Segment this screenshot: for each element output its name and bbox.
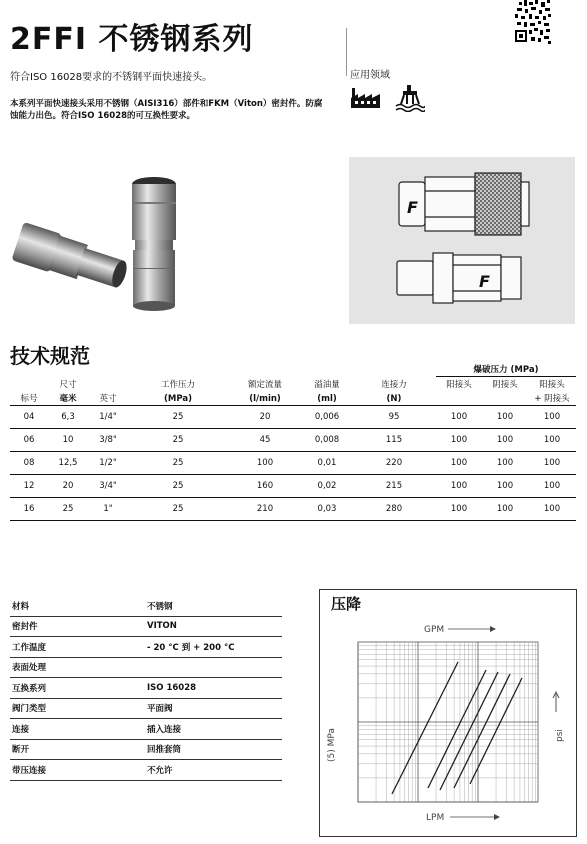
cell-flow: 45 [228,429,302,452]
cell-mm: 10 [48,429,88,452]
property-value [139,657,282,678]
drawing-label-bottom: F [479,272,490,291]
cell-work-pressure: 25 [128,429,228,452]
description: 本系列平面快速接头采用不锈钢（AISI316）部件和FKM（Viton）密封件。防腐蚀能力出色。符合ISO 16028的可互换性要求。 [10,99,323,121]
cell-inch: 3/4" [88,475,128,498]
psi-arrow-icon [553,692,559,712]
qr-code-icon [515,0,551,44]
col-flow-unit: (l/min) [228,391,302,406]
mpa-axis-label: (5) MPa [327,728,337,762]
pressure-drop-curve [454,674,510,788]
property-label: 阀门类型 [10,698,139,719]
burst-pressure-header: 爆破压力 (MPa) [436,362,576,377]
col-male-female-2: + 阴接头 [528,391,576,406]
cell-male-female: 100 [528,452,576,475]
col-flow: 额定流量 [247,380,282,390]
offshore-platform-icon [395,84,425,112]
cell-male: 100 [436,498,482,521]
cell-male-female: 100 [528,429,576,452]
cell-female: 100 [482,406,528,429]
col-connect-force: 连接力 [381,380,407,390]
cell-female: 100 [482,452,528,475]
cell-male-female: 100 [528,475,576,498]
property-row [10,596,282,616]
property-value: - 20 °C 到 + 200 °C [139,637,282,658]
product-photo [6,172,186,322]
cell-oil: 0,02 [302,475,352,498]
property-label: 断开 [10,739,139,760]
property-value: 回推套筒 [139,739,282,760]
technical-drawing [349,157,575,324]
lpm-axis-label: LPM [426,813,445,823]
property-label: 密封件 [10,616,139,637]
page-title: 2FFI 不锈钢系列 [10,22,254,57]
cell-female: 100 [482,429,528,452]
property-row [10,637,282,658]
cell-work-pressure: 25 [128,498,228,521]
psi-axis-label: psi [555,729,565,742]
cell-connect-force: 220 [352,452,436,475]
property-value: 插入连接 [139,719,282,740]
cell-male-female: 100 [528,406,576,429]
cell-oil: 0,006 [302,406,352,429]
col-male: 阳接头 [446,380,472,390]
cell-connect-force: 115 [352,429,436,452]
property-row [10,616,282,637]
col-size: 尺寸 [59,380,77,390]
cell-mm: 20 [48,475,88,498]
properties-table [10,596,282,781]
col-inch: 英寸 [88,391,128,406]
cell-oil: 0,03 [302,498,352,521]
property-row [10,657,282,678]
cell-work-pressure: 25 [128,452,228,475]
cell-male: 100 [436,429,482,452]
col-work-pressure-unit: (MPa) [128,391,228,406]
table-row [10,498,576,521]
application-label: 应用领域 [350,70,390,81]
subtitle: 符合ISO 16028要求的不锈钢平面快速接头。 [10,72,213,83]
cell-inch: 1/2" [88,452,128,475]
col-connect-force-unit: (N) [352,391,436,406]
cell-mark: 08 [10,452,48,475]
property-value: VITON [139,616,282,637]
cell-mark: 16 [10,498,48,521]
cell-male: 100 [436,475,482,498]
property-label: 互换系列 [10,678,139,699]
cell-connect-force: 280 [352,498,436,521]
col-mark: 标号 [10,391,48,406]
cell-female: 100 [482,475,528,498]
pressure-drop-graph [320,612,574,834]
cell-connect-force: 95 [352,406,436,429]
property-value: 不允许 [139,760,282,781]
property-label: 材料 [10,596,139,616]
property-row [10,760,282,781]
cell-male: 100 [436,406,482,429]
cell-flow: 20 [228,406,302,429]
cell-male-female: 100 [528,498,576,521]
property-value: 不锈钢 [139,596,282,616]
spec-table [10,362,576,521]
table-row [10,452,576,475]
col-oil: 溢油量 [314,380,340,390]
property-label: 工作温度 [10,637,139,658]
divider [346,28,347,76]
cell-inch: 3/8" [88,429,128,452]
cell-flow: 210 [228,498,302,521]
cell-oil: 0,008 [302,429,352,452]
col-male-female: 阳接头 [539,380,565,390]
cell-mm: 6,3 [48,406,88,429]
property-row [10,739,282,760]
cell-work-pressure: 25 [128,406,228,429]
cell-mark: 04 [10,406,48,429]
pressure-drop-title: 压降 [331,595,362,613]
property-value: ISO 16028 [139,678,282,699]
property-label: 带压连接 [10,760,139,781]
cell-mm: 12,5 [48,452,88,475]
cell-female: 100 [482,498,528,521]
cell-male: 100 [436,452,482,475]
lpm-arrowhead-icon [494,814,500,820]
table-row [10,406,576,429]
cell-mm: 25 [48,498,88,521]
cell-inch: 1" [88,498,128,521]
property-label: 连接 [10,719,139,740]
cell-flow: 160 [228,475,302,498]
spec-title: 技术规范 [10,344,90,368]
pressure-drop-curve [440,672,498,790]
factory-icon [350,86,382,110]
cell-work-pressure: 25 [128,475,228,498]
cell-oil: 0,01 [302,452,352,475]
col-oil-unit: (ml) [302,391,352,406]
col-work-pressure: 工作压力 [160,380,195,390]
property-label: 表面处理 [10,657,139,678]
table-row [10,475,576,498]
col-female: 阴接头 [492,380,518,390]
drawing-label-top: F [407,198,418,217]
property-row [10,719,282,740]
gpm-arrowhead-icon [490,626,496,632]
cell-mark: 06 [10,429,48,452]
col-mm: 毫米 [48,391,88,406]
cell-inch: 1/4" [88,406,128,429]
property-row [10,698,282,719]
cell-flow: 100 [228,452,302,475]
cell-mark: 12 [10,475,48,498]
gpm-axis-label: GPM [424,625,445,635]
cell-connect-force: 215 [352,475,436,498]
table-row [10,429,576,452]
property-row [10,678,282,699]
property-value: 平面阀 [139,698,282,719]
